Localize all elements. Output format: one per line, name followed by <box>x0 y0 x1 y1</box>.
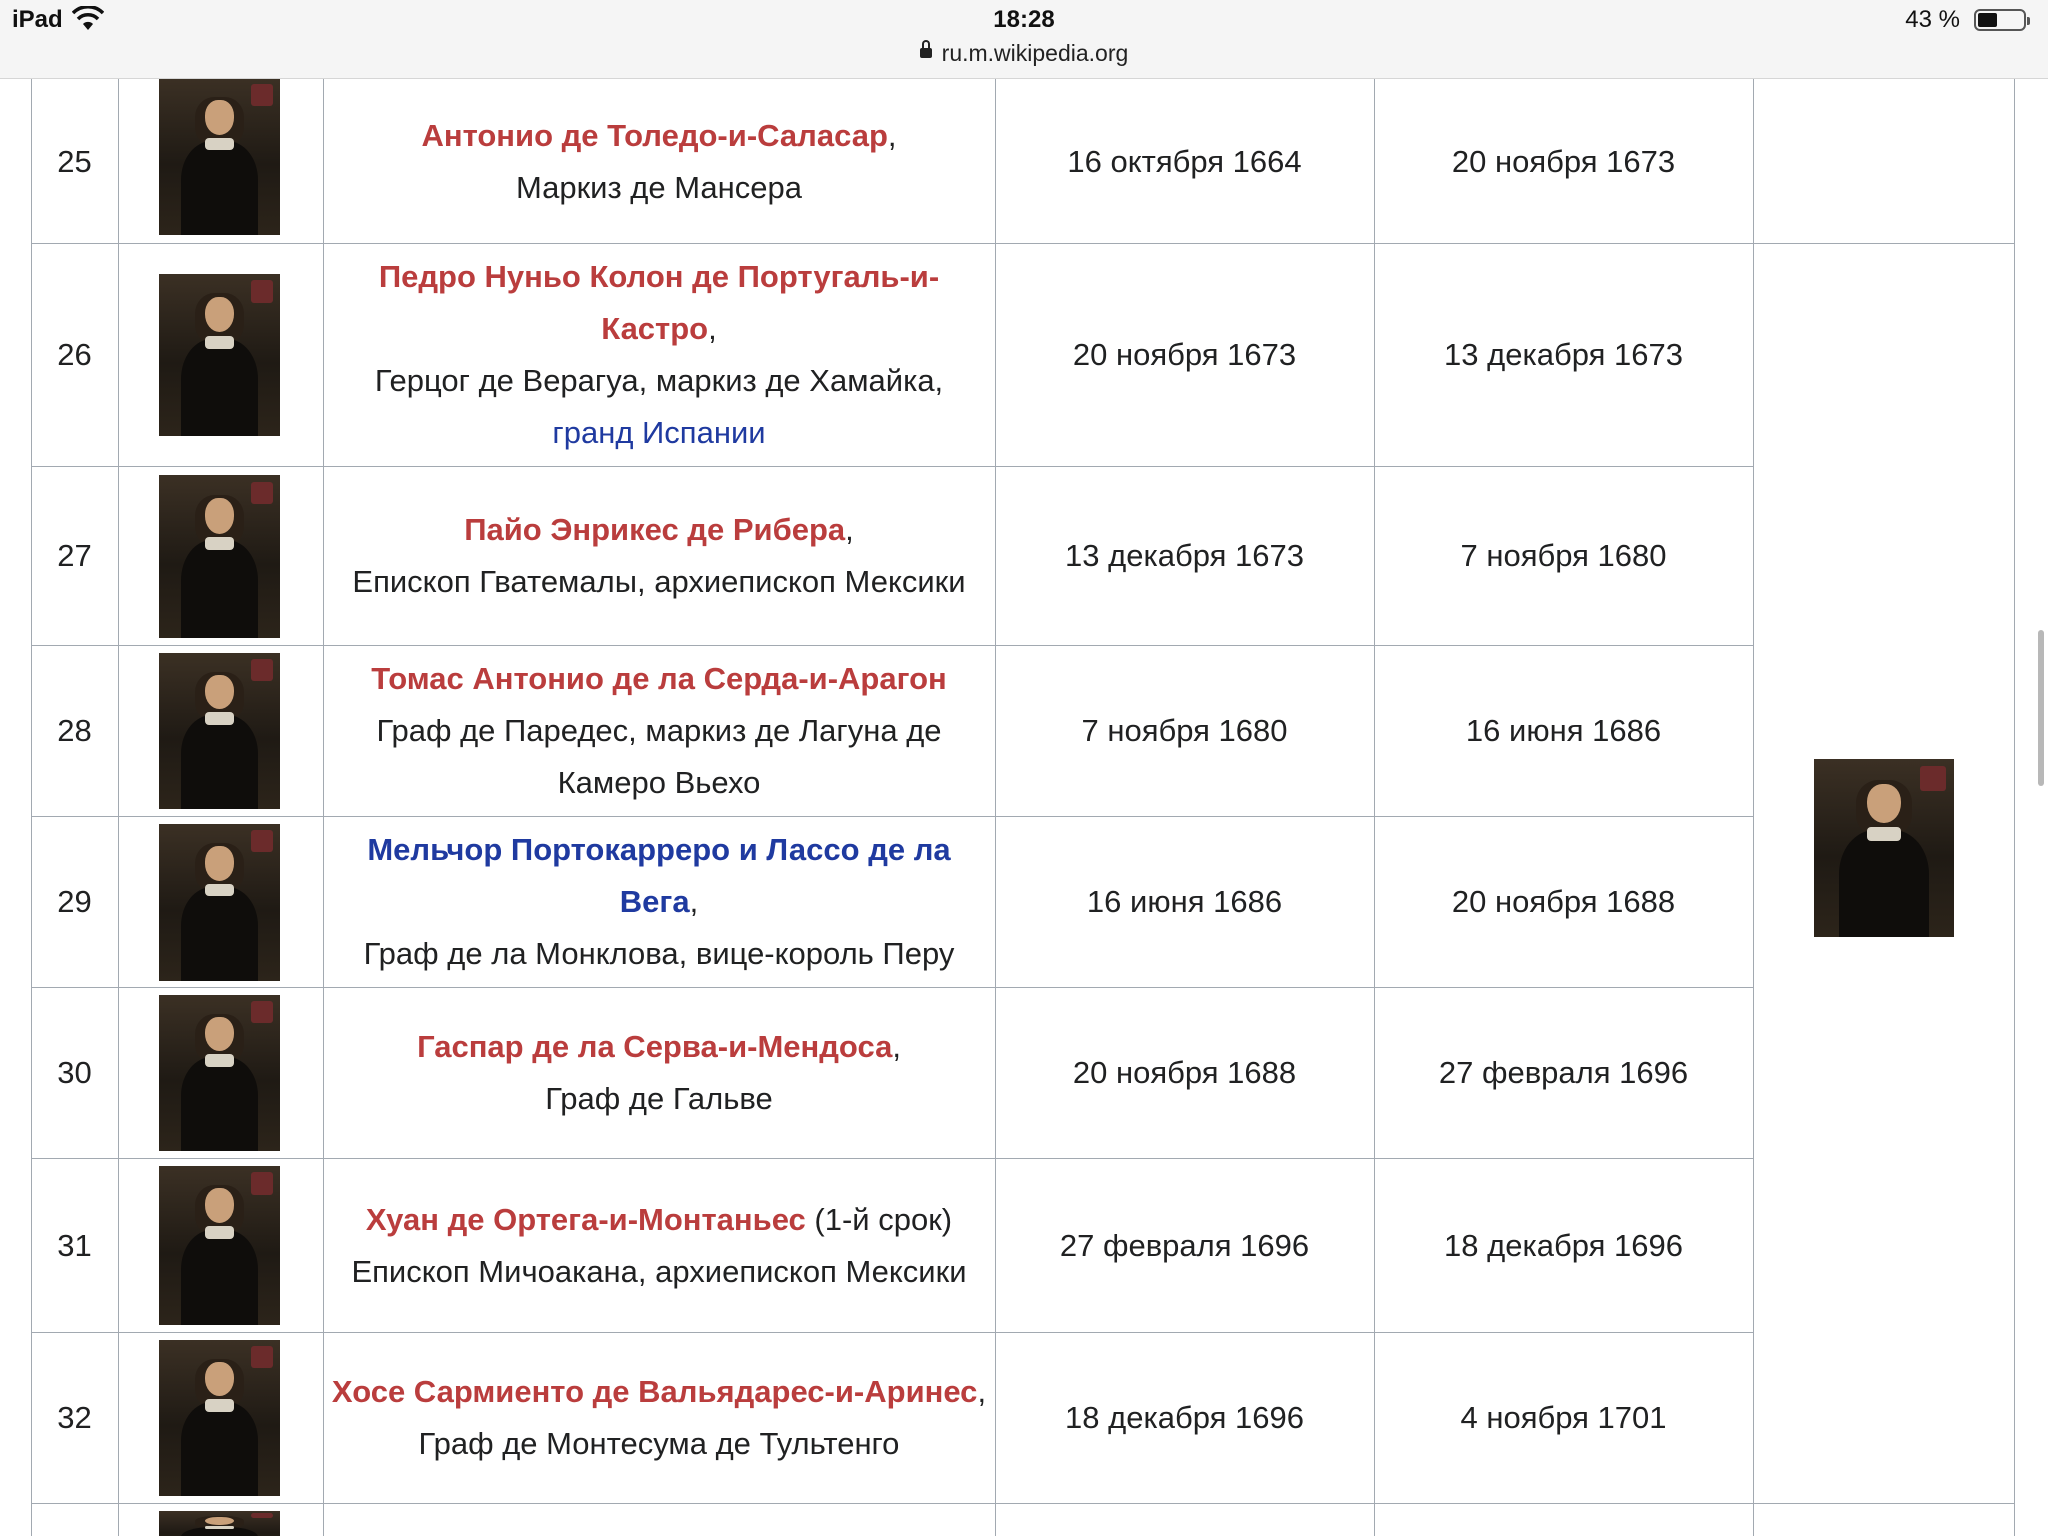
portrait-crest <box>251 1172 273 1194</box>
viceroys-table <box>31 79 2015 1536</box>
column-divider <box>2014 79 2015 1536</box>
viceroy-text <box>331 653 987 809</box>
viceroy-cell <box>323 817 995 987</box>
portrait-body <box>181 887 258 981</box>
portrait-image[interactable] <box>159 824 280 981</box>
portrait-face <box>205 1017 234 1051</box>
column-divider <box>1753 79 1754 1536</box>
portrait-image[interactable] <box>159 1511 280 1536</box>
viceroy-name-link[interactable]: Хуан де Ортега-и-Монтаньес <box>365 1201 806 1237</box>
url-text: ru.m.wikipedia.org <box>941 40 1129 66</box>
portrait-face <box>1867 784 1901 823</box>
portrait-image[interactable] <box>159 274 280 436</box>
portrait-crest <box>251 84 273 106</box>
row-divider <box>31 1503 2014 1504</box>
portrait-collar <box>205 138 234 151</box>
viceroy-text <box>421 110 896 214</box>
end-date: 7 ноября 1680 <box>1460 538 1667 573</box>
start-date: 7 ноября 1680 <box>1081 713 1288 748</box>
viceroy-cell <box>323 646 995 816</box>
battery-fill <box>1978 13 1997 27</box>
name-suffix: (1-й срок) <box>805 1201 953 1237</box>
end-date: 18 декабря 1696 <box>1444 1227 1683 1263</box>
column-divider <box>118 79 119 1536</box>
portrait-image[interactable] <box>159 475 280 638</box>
name-suffix: , <box>708 311 717 346</box>
viceroy-text <box>331 251 987 459</box>
portrait-face <box>205 1362 234 1396</box>
portrait-face <box>205 498 234 534</box>
start-date: 13 декабря 1673 <box>1065 538 1304 573</box>
portrait-crest <box>251 482 273 505</box>
portrait-crest <box>251 1346 273 1368</box>
portrait-body <box>181 1402 258 1496</box>
start-date: 27 февраля 1696 <box>1059 1227 1310 1263</box>
portrait-collar <box>205 1226 234 1239</box>
end-date: 20 ноября 1688 <box>1451 884 1676 919</box>
viceroy-title: Епископ Гватемалы, архиепископ Мексики <box>352 564 966 599</box>
start-date: 18 декабря 1696 <box>1065 1400 1304 1435</box>
viceroy-title: Граф де ла Монклова, вице-король Перу <box>363 936 955 971</box>
portrait-crest <box>251 1001 273 1023</box>
name-suffix: , <box>845 512 854 547</box>
lock-icon <box>920 48 932 58</box>
portrait-body <box>1839 830 1929 937</box>
row-number: 26 <box>57 337 92 372</box>
viceroy-cell <box>323 244 995 466</box>
title-link[interactable]: гранд Испании <box>552 415 766 450</box>
row-number: 31 <box>57 1227 92 1263</box>
row-number: 25 <box>57 143 92 179</box>
scrollbar[interactable] <box>2038 630 2044 786</box>
monarch-cell <box>1753 759 2015 803</box>
portrait-collar <box>205 336 234 349</box>
row-number: 29 <box>57 884 92 919</box>
row-number: 28 <box>57 713 92 748</box>
monarch-portrait[interactable] <box>1814 759 1954 937</box>
portrait-collar <box>205 884 234 897</box>
viceroy-cell <box>323 467 995 645</box>
status-bar <box>0 0 2048 79</box>
start-date: 20 ноября 1673 <box>1072 337 1297 372</box>
portrait-image[interactable] <box>159 653 280 809</box>
portrait-body <box>181 715 258 809</box>
battery-percent: 43 % <box>1905 6 1960 33</box>
portrait-collar <box>205 1526 234 1529</box>
viceroy-name-link[interactable]: Антонио де Толедо-и-Саласар <box>421 117 888 153</box>
row-number: 30 <box>57 1055 92 1090</box>
start-date: 16 октября 1664 <box>1067 143 1302 179</box>
viceroy-title: Герцог де Верагуа, маркиз де Хамайка, <box>374 363 944 398</box>
portrait-image[interactable] <box>159 1340 280 1496</box>
viceroy-title: Граф де Гальве <box>545 1081 773 1116</box>
viceroy-text <box>331 824 987 980</box>
portrait-collar <box>1867 827 1901 841</box>
portrait-collar <box>205 1399 234 1411</box>
portrait-crest <box>251 1513 273 1519</box>
start-date: 16 июня 1686 <box>1086 884 1283 919</box>
portrait-body <box>181 1057 258 1151</box>
viceroy-name-link[interactable]: Гаспар де ла Серва-и-Мендоса <box>417 1029 893 1064</box>
viceroy-title: Граф де Монтесума де Тультенго <box>418 1426 900 1461</box>
name-suffix: , <box>689 884 699 919</box>
clock: 18:28 <box>993 6 1055 33</box>
viceroy-name-link[interactable]: Хосе Сармиенто де Вальядарес-и-Аринес <box>331 1374 978 1409</box>
portrait-crest <box>251 830 273 852</box>
viceroy-text <box>332 1366 986 1470</box>
end-date: 4 ноября 1701 <box>1460 1400 1667 1435</box>
portrait-crest <box>251 280 273 303</box>
viceroy-name-link[interactable]: Мельчор Портокарреро и Лассо де ла Вега <box>367 832 951 919</box>
portrait-face <box>205 100 234 135</box>
portrait-face <box>205 1188 234 1223</box>
row-number: 27 <box>57 538 92 573</box>
viceroy-title: Епископ Мичоакана, архиепископ Мексики <box>351 1253 967 1289</box>
end-date: 27 февраля 1696 <box>1438 1055 1689 1090</box>
battery-icon <box>1974 9 2026 31</box>
portrait-crest <box>1920 766 1945 791</box>
start-date: 20 ноября 1688 <box>1072 1055 1297 1090</box>
device-label: iPad <box>12 6 63 33</box>
portrait-collar <box>205 537 234 550</box>
viceroy-name-link[interactable]: Томас Антонио де ла Серда-и-Арагон <box>371 661 947 696</box>
viceroy-cell <box>323 988 995 1158</box>
name-suffix: , <box>892 1029 901 1064</box>
viceroy-text <box>352 504 965 608</box>
name-suffix: , <box>887 117 897 153</box>
portrait-body <box>181 141 258 235</box>
viceroy-cell <box>323 80 995 243</box>
viceroy-name-link[interactable]: Педро Нуньо Колон де Португаль-и-Кастро <box>378 259 940 346</box>
viceroy-text <box>417 1021 901 1125</box>
name-suffix: , <box>977 1374 987 1409</box>
row-number: 32 <box>57 1400 92 1435</box>
portrait-image[interactable] <box>159 79 280 235</box>
portrait-collar <box>205 1054 234 1066</box>
portrait-image[interactable] <box>159 1166 280 1325</box>
viceroy-title: Маркиз де Мансера <box>515 169 803 205</box>
viceroy-cell <box>323 1159 995 1332</box>
portrait-body <box>181 1230 258 1325</box>
viceroy-text <box>351 1194 966 1298</box>
portrait-collar <box>205 712 234 724</box>
viceroy-cell <box>323 1333 995 1503</box>
portrait-body <box>181 540 258 638</box>
portrait-face <box>205 675 234 709</box>
end-date: 13 декабря 1673 <box>1444 337 1683 372</box>
end-date: 16 июня 1686 <box>1465 713 1662 748</box>
viceroy-name-link[interactable]: Пайо Энрикес де Рибера <box>464 512 846 547</box>
portrait-face <box>205 846 234 881</box>
viceroy-title: Граф де Паредес, маркиз де Лагуна де Камеро Вьехо <box>376 713 942 800</box>
end-date: 20 ноября 1673 <box>1451 143 1676 179</box>
portrait-crest <box>251 659 273 681</box>
portrait-body <box>181 339 258 436</box>
portrait-image[interactable] <box>159 995 280 1151</box>
address-bar[interactable] <box>0 40 2048 67</box>
